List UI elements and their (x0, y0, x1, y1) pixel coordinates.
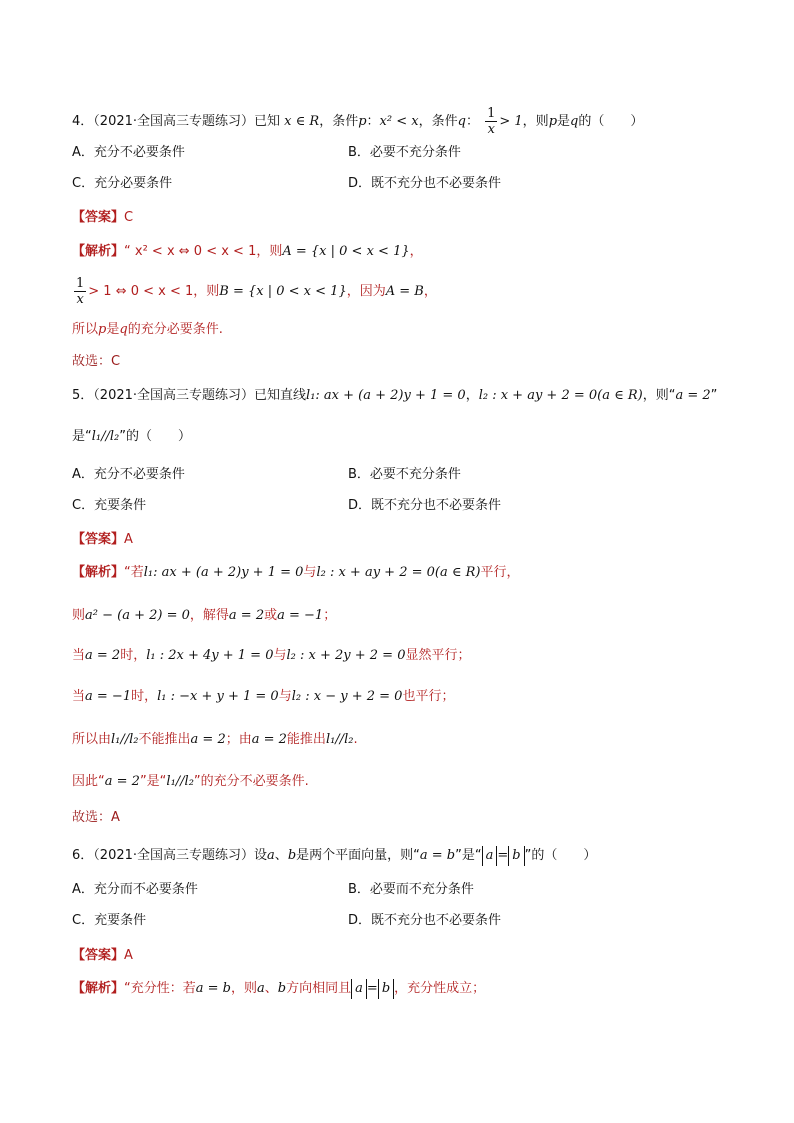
q5-a5-m2: a = 2 (190, 732, 226, 747)
q4-option-b: B．必要不充分条件 (348, 145, 461, 160)
q4-p: p (358, 114, 367, 129)
q5-analysis-line3 (72, 647, 470, 665)
q6-answer (72, 944, 133, 963)
q4-answer (72, 206, 133, 225)
q4-analysis-p: p (98, 322, 107, 337)
q6-analysis-line1 (72, 979, 485, 999)
q4-stem: 4．（2021·全国高三专题练习）已知 x ∈ R，条件p：x² < x，条件q： $\frac{1}{x}$ > 1，则p是q的（ ） (72, 106, 644, 137)
q4-analysis-l1c: ， (409, 244, 423, 259)
q6-number: 6 (72, 848, 81, 863)
q5-line2-c: ”的（ ） (119, 429, 191, 444)
q6-option-d: D．既不充分也不必要条件 (348, 913, 502, 928)
q5-a2: 则 (72, 608, 86, 623)
q4-set-eq: A = B (385, 284, 424, 299)
q4-analysis-q: q (119, 322, 128, 337)
q5-number: 5 (72, 388, 81, 403)
q4-q-ref: q (570, 114, 579, 129)
q4-option-a: A．充分不必要条件 (72, 145, 185, 160)
q5-answer-value: A (124, 532, 133, 547)
q5-a2-m3: a = −1 (277, 608, 324, 623)
q6-stem-c: 是两个平面向量，则“ (296, 848, 420, 863)
q5-a2-m2: a = 2 (228, 608, 265, 623)
q5-analysis-line6 (72, 773, 309, 791)
q4-tail2: 是 (557, 114, 571, 129)
q5-a6-c: ”的充分不必要条件. (193, 774, 309, 789)
q4-analysis-l2f: ， (423, 284, 437, 299)
q6-a1-vb: b (277, 981, 287, 996)
q4-analysis-l1a: “ x² < x ⇔ 0 < x < 1，则 (124, 244, 283, 259)
q6-answer-value: A (124, 948, 133, 963)
q5-a1-m2: l₂ : x + ay + 2 = 0(a ∈ R) (316, 565, 481, 580)
q6-stem-b: 、 (274, 848, 288, 863)
q4-p-ref: p (548, 114, 558, 129)
q5-a4-m2: l₁ : −x + y + 1 = 0 (157, 689, 279, 704)
q5-a4-c: 与 (278, 689, 292, 704)
q4-tail1: ，则 (522, 114, 549, 129)
q4-choose: 故选：C (72, 354, 121, 369)
q6-a1-abs-a: a (351, 979, 367, 999)
q6-a1-m1: a = b (195, 981, 231, 996)
q5-a5-m1: l₁//l₂ (111, 732, 139, 747)
q4-q-rhs: > 1 (499, 114, 523, 129)
q5-a6: 因此“ (72, 774, 105, 789)
q4-answer-value: C (124, 210, 134, 225)
q5-cond: a = 2 (675, 388, 711, 403)
q4-analysis-label: 【解析】 (72, 244, 125, 259)
q4-analysis-l2d: ，因为 (346, 284, 386, 299)
q5-a6-m2: l₁//l₂ (166, 774, 194, 789)
q5-a3-d: 显然平行； (405, 648, 471, 663)
q5-a3-m3: l₂ : x + 2y + 2 = 0 (286, 648, 406, 663)
q6-stem-a: 设 (254, 848, 268, 863)
q6-a1-c: 、 (264, 981, 278, 996)
q4-analysis-l3a: 所以 (72, 322, 99, 337)
q5-stem-line2 (72, 428, 191, 446)
q5-answer-label: 【答案】 (72, 532, 125, 547)
q5-a2-d: ； (323, 608, 337, 623)
q4-source: （2021·全国高三专题练习） (93, 114, 255, 129)
q4-analysis-l3c: 的充分必要条件. (127, 322, 223, 337)
q5-a5: 所以由 (72, 732, 112, 747)
q5-a3-b: 时， (120, 648, 147, 663)
q6-a1-abs-b: b (378, 979, 394, 999)
q5-line2-a: 是“ (72, 429, 92, 444)
q4-analysis-line2 (72, 276, 437, 307)
q6-vector-a: a (267, 848, 275, 863)
q5-analysis-line4 (72, 688, 454, 706)
q4-p-expr: x² < x (379, 114, 419, 129)
q5-analysis-line5 (72, 731, 358, 749)
q4-analysis-frac-num: 1 (76, 276, 85, 291)
q4-set-b: B = {x | 0 < x < 1} (219, 284, 347, 299)
q4-number: 4 (72, 114, 81, 129)
q6-a1-eq: = (366, 981, 378, 996)
q4-sep1: ，条件 (319, 114, 359, 129)
q5-a1: “若 (124, 565, 144, 580)
q5-a4-b: 时， (131, 689, 158, 704)
q4-frac-den: x (487, 122, 495, 137)
q6-stem: 6．（2021·全国高三专题练习）设a、b是两个平面向量，则“a = b”是“ a = b ”的（ ） (72, 846, 596, 866)
q5-option-b: B．必要不充分条件 (348, 467, 461, 482)
q4-analysis-l3b: 是 (106, 322, 120, 337)
q6-stem-d: ”是“ (455, 848, 482, 863)
q6-answer-label: 【答案】 (72, 948, 125, 963)
q6-a1-va: a (257, 981, 265, 996)
q5-a1-b: 与 (303, 565, 317, 580)
q5-stem-c: ，则“ (642, 388, 676, 403)
q4-analysis-fraction (74, 276, 86, 307)
q5-a3-c: 与 (273, 648, 287, 663)
q5-a1-c: 平行， (480, 565, 520, 580)
q5-a2-b: ，解得 (189, 608, 229, 623)
q6-option-b: B．必要而不充分条件 (348, 882, 474, 897)
q5-a1-m1: l₁: ax + (a + 2)y + 1 = 0 (143, 565, 304, 580)
q5-a5-m4: l₁//l₂ (325, 732, 354, 747)
q5-l2: l₂ : x + ay + 2 = 0(a ∈ R) (478, 388, 643, 403)
q4-analysis-frac-den: x (76, 292, 84, 307)
q5-option-d: D．既不充分也不必要条件 (348, 498, 502, 513)
q6-abs-a: a (482, 846, 498, 866)
q6-a1-e: ，充分性成立； (394, 981, 486, 996)
q6-analysis-label: 【解析】 (72, 981, 125, 996)
q4-colon: ： (366, 114, 380, 129)
q5-option-c: C．充要条件 (72, 498, 147, 513)
q5-a4-m1: a = −1 (85, 689, 132, 704)
q6-option-c: C．充要条件 (72, 913, 147, 928)
q6-option-a: A．充分而不必要条件 (72, 882, 198, 897)
q4-analysis-l2b: > 1 ⇔ 0 < x < 1，则 (88, 284, 220, 299)
q5-stem-d: ” (710, 388, 718, 403)
q5-analysis-line2 (72, 607, 336, 625)
q4-prefix: 已知 (254, 114, 281, 129)
q4-q-fraction (485, 106, 497, 137)
q6-source: （2021·全国高三专题练习） (93, 848, 255, 863)
q5-analysis-label: 【解析】 (72, 565, 125, 580)
q4-cond-x: x ∈ R (284, 114, 320, 129)
q5-a5-m3: a = 2 (251, 732, 287, 747)
q4-option-c: C．充分必要条件 (72, 176, 173, 191)
q5-a5-c: ；由 (225, 732, 252, 747)
q5-a6-m1: a = 2 (104, 774, 140, 789)
q5-a3-m2: l₁ : 2x + 4y + 1 = 0 (146, 648, 274, 663)
q5-a2-c: 或 (264, 608, 278, 623)
q5-l1: l₁: ax + (a + 2)y + 1 = 0 (306, 388, 466, 403)
q4-frac-num: 1 (487, 106, 496, 121)
q5-a6-b: ”是“ (139, 774, 167, 789)
q5-a4-d: 也平行； (402, 689, 455, 704)
q5-analysis-line1 (72, 564, 519, 582)
q4-option-d: D．既不充分也不必要条件 (348, 176, 502, 191)
q5-line2-b: l₁//l₂ (91, 429, 120, 444)
q4-answer-label: 【答案】 (72, 210, 125, 225)
q6-abs-eq: = (497, 848, 509, 863)
q6-vector-b: b (287, 848, 297, 863)
q5-source: （2021·全国高三专题练习） (93, 388, 255, 403)
q6-a1-b: ，则 (231, 981, 258, 996)
q5-a3-m1: a = 2 (85, 648, 121, 663)
q6-cond1: a = b (419, 848, 456, 863)
q5-a4-m3: l₂ : x − y + 2 = 0 (291, 689, 403, 704)
q6-abs-b: b (508, 846, 524, 866)
q6-stem-e: ”的（ ） (524, 848, 597, 863)
q4-analysis-line1 (72, 243, 423, 261)
q5-stem-b: ， (465, 388, 479, 403)
q5-stem-a: 已知直线 (254, 388, 307, 403)
q4-sep2: ，条件 (418, 114, 458, 129)
q5-a4: 当 (72, 689, 86, 704)
q5-stem: 5．（2021·全国高三专题练习）已知直线l₁: ax + (a + 2)y + 1 = 0，l₂ : x + ay + 2 = 0(a ∈ R)，则“a = 2” (72, 388, 718, 403)
q5-a2-m1: a² − (a + 2) = 0 (85, 608, 190, 623)
q6-a1-d: 方向相同且 (286, 981, 352, 996)
q6-a1: “充分性：若 (124, 981, 196, 996)
q5-a5-d: 能推出 (286, 732, 326, 747)
q5-option-a: A．充分不必要条件 (72, 467, 185, 482)
q4-q: q (457, 114, 466, 129)
q5-a3: 当 (72, 648, 86, 663)
q4-tail3: 的（ ） (578, 114, 644, 129)
q5-a5-e: . (353, 732, 358, 747)
q4-set-a: A = {x | 0 < x < 1} (282, 244, 410, 259)
q5-a5-b: 不能推出 (138, 732, 191, 747)
q4-analysis-line3 (72, 321, 223, 339)
q5-answer (72, 528, 133, 547)
q5-choose: 故选：A (72, 810, 120, 825)
